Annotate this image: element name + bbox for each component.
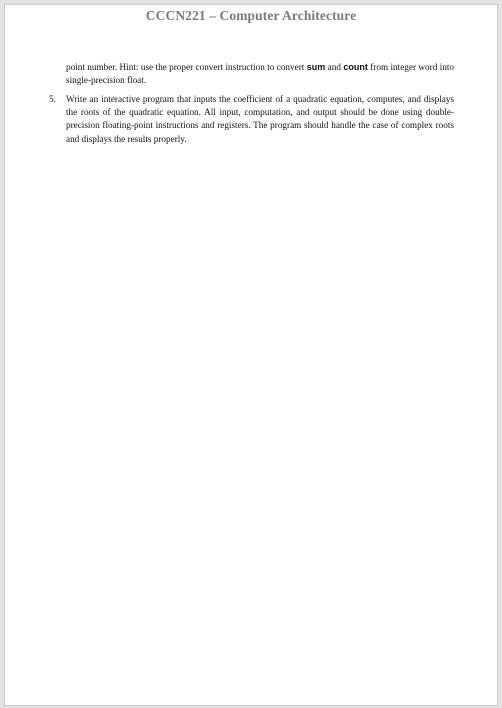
code-term-sum: sum	[306, 62, 326, 72]
document-page	[4, 4, 498, 706]
continued-text-part3: from integer word into single-precision float.	[66, 62, 455, 86]
continued-paragraph	[66, 61, 454, 87]
list-item-number: 5.	[49, 94, 56, 104]
list-item-text: Write an interactive program that inputs the coefficient of a quadratic equation, computes, and displays the roots of the quadratic equation. All input, computation, and output should be done using double-precision floating-point instructions and registers. The program should handle the case of complex roots and displays the results properly.	[66, 94, 454, 144]
code-term-count: count	[343, 62, 368, 72]
continued-text-part1: point number. Hint: use the proper convert instruction to convert	[66, 62, 307, 72]
page-header-title: CCCN221 – Computer Architecture	[145, 8, 357, 23]
continued-text-part2: and	[325, 62, 344, 72]
